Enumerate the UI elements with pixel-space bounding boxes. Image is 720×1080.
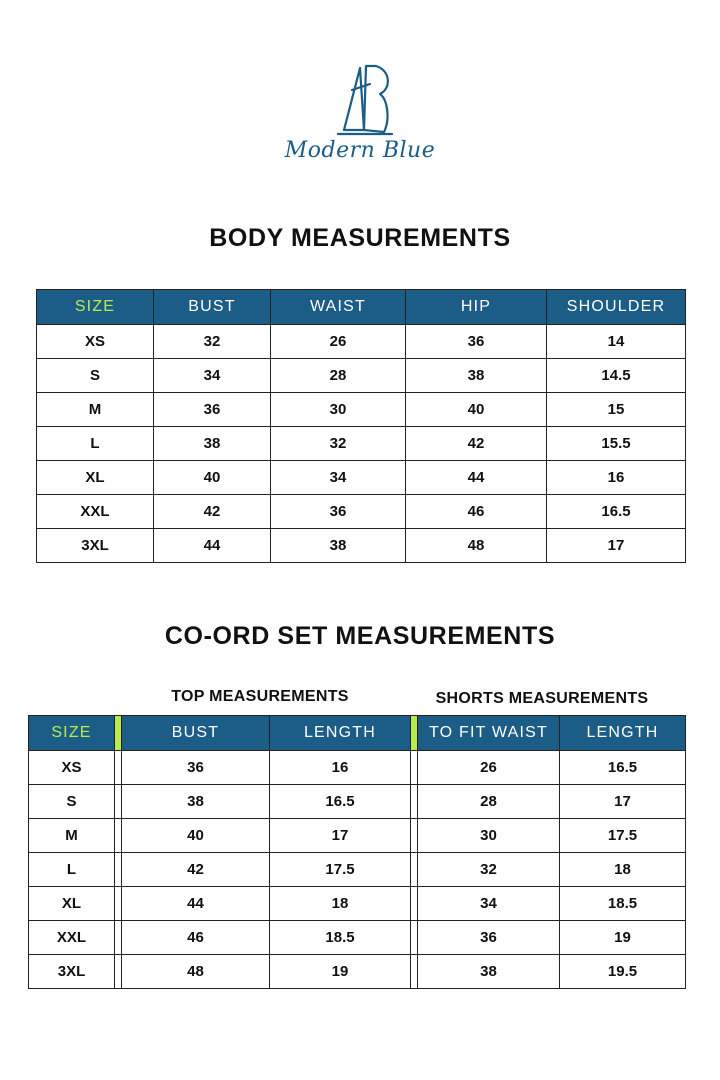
table-cell: 32 bbox=[271, 427, 406, 461]
table-cell: 38 bbox=[406, 359, 547, 393]
column-gap bbox=[115, 921, 122, 955]
table-row bbox=[37, 461, 686, 495]
table-row bbox=[37, 359, 686, 393]
size-cell: XL bbox=[29, 887, 115, 921]
table-header-row bbox=[37, 290, 686, 325]
table-cell: 48 bbox=[122, 955, 270, 989]
table-row bbox=[29, 887, 686, 921]
coord-measurements-table bbox=[28, 715, 686, 989]
table-row bbox=[29, 785, 686, 819]
shorts-measurements-label: SHORTS MEASUREMENTS bbox=[435, 690, 649, 707]
table-cell: 17.5 bbox=[560, 819, 686, 853]
size-cell: S bbox=[37, 359, 154, 393]
table-cell: 34 bbox=[154, 359, 271, 393]
table-row bbox=[37, 427, 686, 461]
table-cell: 17 bbox=[560, 785, 686, 819]
col-header-top-length: LENGTH bbox=[270, 716, 411, 751]
table-row bbox=[37, 495, 686, 529]
column-gap bbox=[411, 751, 418, 785]
table-cell: 48 bbox=[406, 529, 547, 563]
table-cell: 17 bbox=[547, 529, 686, 563]
table-cell: 40 bbox=[122, 819, 270, 853]
column-gap bbox=[411, 853, 418, 887]
table-cell: 26 bbox=[418, 751, 560, 785]
accent-divider bbox=[115, 716, 122, 751]
table-cell: 16.5 bbox=[270, 785, 411, 819]
size-cell: L bbox=[29, 853, 115, 887]
table-row bbox=[37, 325, 686, 359]
table-cell: 34 bbox=[271, 461, 406, 495]
table-cell: 40 bbox=[406, 393, 547, 427]
size-cell: 3XL bbox=[29, 955, 115, 989]
table-cell: 18.5 bbox=[560, 887, 686, 921]
table-cell: 19.5 bbox=[560, 955, 686, 989]
table-cell: 28 bbox=[271, 359, 406, 393]
col-header-top-bust: BUST bbox=[122, 716, 270, 751]
table-cell: 36 bbox=[154, 393, 271, 427]
table-cell: 44 bbox=[406, 461, 547, 495]
table-cell: 19 bbox=[560, 921, 686, 955]
table-cell: 18.5 bbox=[270, 921, 411, 955]
table-cell: 14.5 bbox=[547, 359, 686, 393]
col-header-shorts-length: LENGTH bbox=[560, 716, 686, 751]
table-row bbox=[29, 819, 686, 853]
table-cell: 36 bbox=[122, 751, 270, 785]
column-gap bbox=[411, 785, 418, 819]
size-cell: L bbox=[37, 427, 154, 461]
col-header-size: SIZE bbox=[37, 290, 154, 325]
table-cell: 26 bbox=[271, 325, 406, 359]
col-header-bust: BUST bbox=[154, 290, 271, 325]
table-cell: 38 bbox=[154, 427, 271, 461]
sailboat-logo-icon bbox=[280, 60, 440, 140]
col-header-waist: WAIST bbox=[271, 290, 406, 325]
column-gap bbox=[115, 955, 122, 989]
table-cell: 34 bbox=[418, 887, 560, 921]
size-cell: M bbox=[29, 819, 115, 853]
table-cell: 16 bbox=[270, 751, 411, 785]
table-cell: 17.5 bbox=[270, 853, 411, 887]
table-cell: 15 bbox=[547, 393, 686, 427]
accent-divider bbox=[411, 716, 418, 751]
table-cell: 18 bbox=[560, 853, 686, 887]
column-gap bbox=[411, 819, 418, 853]
table-cell: 42 bbox=[154, 495, 271, 529]
table-cell: 15.5 bbox=[547, 427, 686, 461]
table-cell: 42 bbox=[406, 427, 547, 461]
table-row bbox=[29, 921, 686, 955]
table-cell: 17 bbox=[270, 819, 411, 853]
brand-logo bbox=[280, 60, 440, 170]
column-gap bbox=[411, 955, 418, 989]
table-cell: 36 bbox=[418, 921, 560, 955]
column-gap bbox=[115, 819, 122, 853]
table-cell: 14 bbox=[547, 325, 686, 359]
table-cell: 19 bbox=[270, 955, 411, 989]
size-cell: XXL bbox=[37, 495, 154, 529]
body-measurements-table bbox=[36, 289, 686, 563]
table-cell: 38 bbox=[271, 529, 406, 563]
size-cell: XL bbox=[37, 461, 154, 495]
table-cell: 32 bbox=[154, 325, 271, 359]
table-cell: 42 bbox=[122, 853, 270, 887]
size-cell: M bbox=[37, 393, 154, 427]
table-cell: 46 bbox=[406, 495, 547, 529]
size-cell: S bbox=[29, 785, 115, 819]
table-row bbox=[29, 853, 686, 887]
table-cell: 36 bbox=[406, 325, 547, 359]
table-cell: 38 bbox=[122, 785, 270, 819]
table-cell: 44 bbox=[122, 887, 270, 921]
table-row bbox=[37, 529, 686, 563]
size-cell: XS bbox=[37, 325, 154, 359]
table-header-row bbox=[29, 716, 686, 751]
table-cell: 44 bbox=[154, 529, 271, 563]
column-gap bbox=[411, 921, 418, 955]
table-row bbox=[29, 955, 686, 989]
table-cell: 40 bbox=[154, 461, 271, 495]
table-cell: 16.5 bbox=[547, 495, 686, 529]
table-row bbox=[29, 751, 686, 785]
table-row bbox=[37, 393, 686, 427]
col-header-shoulder: SHOULDER bbox=[547, 290, 686, 325]
table-cell: 36 bbox=[271, 495, 406, 529]
size-cell: 3XL bbox=[37, 529, 154, 563]
column-gap bbox=[115, 751, 122, 785]
column-gap bbox=[411, 887, 418, 921]
table-cell: 30 bbox=[271, 393, 406, 427]
table-cell: 16 bbox=[547, 461, 686, 495]
column-gap bbox=[115, 785, 122, 819]
table-cell: 28 bbox=[418, 785, 560, 819]
column-gap bbox=[115, 887, 122, 921]
column-gap bbox=[115, 853, 122, 887]
coord-measurements-title: CO-ORD SET MEASUREMENTS bbox=[164, 622, 556, 650]
body-measurements-title: BODY MEASUREMENTS bbox=[209, 224, 511, 252]
table-cell: 38 bbox=[418, 955, 560, 989]
col-header-size: SIZE bbox=[29, 716, 115, 751]
table-cell: 46 bbox=[122, 921, 270, 955]
top-measurements-label: TOP MEASUREMENTS bbox=[171, 688, 349, 705]
col-header-shorts-waist: TO FIT WAIST bbox=[418, 716, 560, 751]
table-cell: 16.5 bbox=[560, 751, 686, 785]
size-cell: XXL bbox=[29, 921, 115, 955]
brand-name: Modern Blue bbox=[284, 138, 436, 163]
col-header-hip: HIP bbox=[406, 290, 547, 325]
table-cell: 18 bbox=[270, 887, 411, 921]
table-cell: 30 bbox=[418, 819, 560, 853]
size-cell: XS bbox=[29, 751, 115, 785]
table-cell: 32 bbox=[418, 853, 560, 887]
